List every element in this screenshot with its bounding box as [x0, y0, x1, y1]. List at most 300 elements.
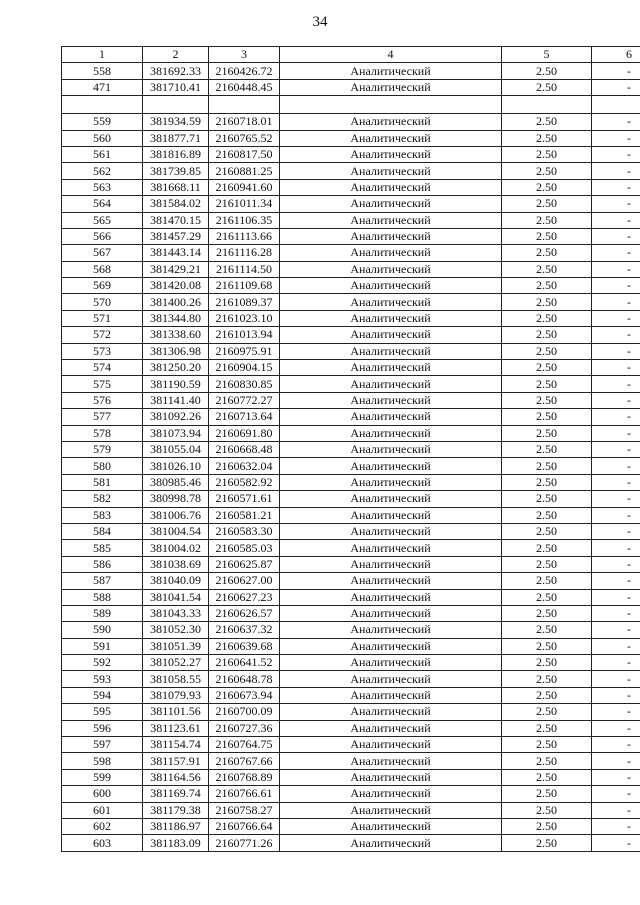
table-row [62, 786, 640, 802]
accuracy-cell: 2.50 [502, 360, 592, 376]
y-coordinate-cell: 2160627.00 [209, 573, 280, 589]
column-header-5: 5 [502, 47, 592, 63]
x-coordinate-cell: 381026.10 [143, 458, 209, 474]
point-number-cell: 564 [62, 196, 143, 212]
table-row [62, 671, 640, 687]
x-coordinate-cell: 381040.09 [143, 573, 209, 589]
point-number-cell: 581 [62, 474, 143, 490]
note-cell: - [592, 638, 640, 654]
y-coordinate-cell: 2160625.87 [209, 556, 280, 572]
table-row [62, 114, 640, 130]
point-number-cell: 583 [62, 507, 143, 523]
table-row [62, 802, 640, 818]
point-number-cell: 565 [62, 212, 143, 228]
accuracy-cell: 2.50 [502, 146, 592, 162]
x-coordinate-cell: 381004.54 [143, 523, 209, 539]
method-cell: Аналитический [280, 556, 502, 572]
accuracy-cell: 2.50 [502, 491, 592, 507]
note-cell: - [592, 540, 640, 556]
accuracy-cell: 2.50 [502, 228, 592, 244]
point-number-cell: 562 [62, 163, 143, 179]
y-coordinate-cell: 2160766.61 [209, 786, 280, 802]
point-number-cell: 586 [62, 556, 143, 572]
point-number-cell: 571 [62, 310, 143, 326]
y-coordinate-cell: 2160632.04 [209, 458, 280, 474]
y-coordinate-cell: 2160904.15 [209, 360, 280, 376]
table-row [62, 212, 640, 228]
note-cell: - [592, 261, 640, 277]
table-row [62, 622, 640, 638]
y-coordinate-cell: 2160771.26 [209, 835, 280, 851]
method-cell: Аналитический [280, 179, 502, 195]
y-coordinate-cell: 2160767.66 [209, 753, 280, 769]
y-coordinate-cell: 2160881.25 [209, 163, 280, 179]
method-cell: Аналитический [280, 523, 502, 539]
table-row [62, 146, 640, 162]
table-row [62, 392, 640, 408]
table-row [62, 474, 640, 490]
accuracy-cell: 2.50 [502, 458, 592, 474]
y-coordinate-cell: 2161109.68 [209, 278, 280, 294]
method-cell: Аналитический [280, 79, 502, 95]
accuracy-cell: 2.50 [502, 294, 592, 310]
note-cell: - [592, 769, 640, 785]
note-cell: - [592, 114, 640, 130]
page-number: 34 [312, 14, 328, 30]
table-row [62, 687, 640, 703]
note-cell: - [592, 491, 640, 507]
x-coordinate-cell: 381041.54 [143, 589, 209, 605]
y-coordinate-cell: 2161089.37 [209, 294, 280, 310]
point-number-cell [62, 96, 143, 114]
y-coordinate-cell [209, 96, 280, 114]
point-number-cell: 598 [62, 753, 143, 769]
note-cell: - [592, 704, 640, 720]
y-coordinate-cell: 2160626.57 [209, 605, 280, 621]
note-cell: - [592, 720, 640, 736]
y-coordinate-cell: 2160727.36 [209, 720, 280, 736]
table-header-row [62, 47, 640, 63]
x-coordinate-cell: 381154.74 [143, 737, 209, 753]
point-number-cell: 566 [62, 228, 143, 244]
accuracy-cell: 2.50 [502, 622, 592, 638]
note-cell: - [592, 835, 640, 851]
x-coordinate-cell: 381101.56 [143, 704, 209, 720]
accuracy-cell: 2.50 [502, 720, 592, 736]
x-coordinate-cell: 381079.93 [143, 687, 209, 703]
y-coordinate-cell: 2160700.09 [209, 704, 280, 720]
table-row [62, 425, 640, 441]
accuracy-cell [502, 96, 592, 114]
table-row [62, 63, 640, 79]
accuracy-cell: 2.50 [502, 63, 592, 79]
note-cell: - [592, 278, 640, 294]
table-row [62, 196, 640, 212]
method-cell: Аналитический [280, 409, 502, 425]
accuracy-cell: 2.50 [502, 802, 592, 818]
note-cell: - [592, 556, 640, 572]
y-coordinate-cell: 2160639.68 [209, 638, 280, 654]
y-coordinate-cell: 2161106.35 [209, 212, 280, 228]
x-coordinate-cell: 380998.78 [143, 491, 209, 507]
y-coordinate-cell: 2160765.52 [209, 130, 280, 146]
table-row [62, 96, 640, 114]
method-cell: Аналитический [280, 146, 502, 162]
note-cell: - [592, 523, 640, 539]
note-cell: - [592, 79, 640, 95]
x-coordinate-cell: 381816.89 [143, 146, 209, 162]
column-header-6: 6 [592, 47, 640, 63]
method-cell: Аналитический [280, 507, 502, 523]
x-coordinate-cell: 381051.39 [143, 638, 209, 654]
point-number-cell: 596 [62, 720, 143, 736]
y-coordinate-cell: 2160426.72 [209, 63, 280, 79]
accuracy-cell: 2.50 [502, 212, 592, 228]
accuracy-cell: 2.50 [502, 79, 592, 95]
point-number-cell: 585 [62, 540, 143, 556]
table-row [62, 409, 640, 425]
method-cell: Аналитический [280, 163, 502, 179]
point-number-cell: 568 [62, 261, 143, 277]
x-coordinate-cell: 381420.08 [143, 278, 209, 294]
accuracy-cell: 2.50 [502, 196, 592, 212]
method-cell: Аналитический [280, 441, 502, 457]
point-number-cell: 576 [62, 392, 143, 408]
note-cell: - [592, 163, 640, 179]
point-number-cell: 559 [62, 114, 143, 130]
method-cell: Аналитический [280, 392, 502, 408]
accuracy-cell: 2.50 [502, 556, 592, 572]
accuracy-cell: 2.50 [502, 114, 592, 130]
x-coordinate-cell: 381169.74 [143, 786, 209, 802]
y-coordinate-cell: 2160768.89 [209, 769, 280, 785]
method-cell: Аналитический [280, 720, 502, 736]
point-number-cell: 582 [62, 491, 143, 507]
point-number-cell: 560 [62, 130, 143, 146]
method-cell: Аналитический [280, 605, 502, 621]
y-coordinate-cell: 2160583.30 [209, 523, 280, 539]
y-coordinate-cell: 2160691.80 [209, 425, 280, 441]
table-row [62, 130, 640, 146]
x-coordinate-cell: 381038.69 [143, 556, 209, 572]
note-cell: - [592, 818, 640, 834]
method-cell: Аналитический [280, 818, 502, 834]
y-coordinate-cell: 2160582.92 [209, 474, 280, 490]
method-cell: Аналитический [280, 737, 502, 753]
x-coordinate-cell: 381004.02 [143, 540, 209, 556]
method-cell: Аналитический [280, 310, 502, 326]
table-row [62, 523, 640, 539]
accuracy-cell: 2.50 [502, 327, 592, 343]
table-row [62, 245, 640, 261]
method-cell: Аналитический [280, 474, 502, 490]
note-cell: - [592, 245, 640, 261]
x-coordinate-cell: 381400.26 [143, 294, 209, 310]
method-cell: Аналитический [280, 589, 502, 605]
y-coordinate-cell: 2160718.01 [209, 114, 280, 130]
point-number-cell: 600 [62, 786, 143, 802]
y-coordinate-cell: 2160668.48 [209, 441, 280, 457]
note-cell: - [592, 130, 640, 146]
accuracy-cell: 2.50 [502, 261, 592, 277]
point-number-cell: 603 [62, 835, 143, 851]
note-cell: - [592, 360, 640, 376]
x-coordinate-cell: 381710.41 [143, 79, 209, 95]
note-cell: - [592, 212, 640, 228]
method-cell: Аналитический [280, 327, 502, 343]
point-number-cell: 561 [62, 146, 143, 162]
table-row [62, 737, 640, 753]
y-coordinate-cell: 2160941.60 [209, 179, 280, 195]
y-coordinate-cell: 2161113.66 [209, 228, 280, 244]
table-row [62, 343, 640, 359]
method-cell: Аналитический [280, 261, 502, 277]
table-row [62, 835, 640, 851]
method-cell: Аналитический [280, 769, 502, 785]
method-cell: Аналитический [280, 638, 502, 654]
method-cell: Аналитический [280, 343, 502, 359]
y-coordinate-cell: 2161116.28 [209, 245, 280, 261]
note-cell: - [592, 146, 640, 162]
note-cell [592, 96, 640, 114]
y-coordinate-cell: 2160673.94 [209, 687, 280, 703]
x-coordinate-cell: 381457.29 [143, 228, 209, 244]
y-coordinate-cell: 2160571.61 [209, 491, 280, 507]
method-cell: Аналитический [280, 687, 502, 703]
method-cell: Аналитический [280, 425, 502, 441]
x-coordinate-cell: 381306.98 [143, 343, 209, 359]
point-number-cell: 584 [62, 523, 143, 539]
point-number-cell: 579 [62, 441, 143, 457]
x-coordinate-cell: 381344.80 [143, 310, 209, 326]
y-coordinate-cell: 2160975.91 [209, 343, 280, 359]
accuracy-cell: 2.50 [502, 638, 592, 654]
accuracy-cell: 2.50 [502, 769, 592, 785]
note-cell: - [592, 196, 640, 212]
note-cell: - [592, 605, 640, 621]
x-coordinate-cell: 381183.09 [143, 835, 209, 851]
note-cell: - [592, 671, 640, 687]
table-row [62, 638, 640, 654]
note-cell: - [592, 294, 640, 310]
point-number-cell: 587 [62, 573, 143, 589]
coordinates-table [61, 46, 640, 852]
point-number-cell: 575 [62, 376, 143, 392]
accuracy-cell: 2.50 [502, 687, 592, 703]
method-cell: Аналитический [280, 786, 502, 802]
accuracy-cell: 2.50 [502, 835, 592, 851]
y-coordinate-cell: 2161023.10 [209, 310, 280, 326]
method-cell: Аналитический [280, 540, 502, 556]
accuracy-cell: 2.50 [502, 523, 592, 539]
table-row [62, 179, 640, 195]
y-coordinate-cell: 2160648.78 [209, 671, 280, 687]
point-number-cell: 594 [62, 687, 143, 703]
point-number-cell: 591 [62, 638, 143, 654]
x-coordinate-cell: 381055.04 [143, 441, 209, 457]
accuracy-cell: 2.50 [502, 163, 592, 179]
method-cell: Аналитический [280, 245, 502, 261]
accuracy-cell: 2.50 [502, 343, 592, 359]
accuracy-cell: 2.50 [502, 818, 592, 834]
accuracy-cell: 2.50 [502, 540, 592, 556]
accuracy-cell: 2.50 [502, 737, 592, 753]
point-number-cell: 599 [62, 769, 143, 785]
table-row [62, 507, 640, 523]
accuracy-cell: 2.50 [502, 507, 592, 523]
table-row [62, 458, 640, 474]
table-row [62, 491, 640, 507]
point-number-cell: 572 [62, 327, 143, 343]
note-cell: - [592, 573, 640, 589]
method-cell: Аналитический [280, 376, 502, 392]
method-cell: Аналитический [280, 294, 502, 310]
table-row [62, 655, 640, 671]
point-number-cell: 601 [62, 802, 143, 818]
accuracy-cell: 2.50 [502, 655, 592, 671]
method-cell: Аналитический [280, 114, 502, 130]
table-row [62, 753, 640, 769]
y-coordinate-cell: 2160641.52 [209, 655, 280, 671]
x-coordinate-cell: 381190.59 [143, 376, 209, 392]
point-number-cell: 589 [62, 605, 143, 621]
x-coordinate-cell: 381429.21 [143, 261, 209, 277]
y-coordinate-cell: 2161114.50 [209, 261, 280, 277]
table-row [62, 769, 640, 785]
method-cell: Аналитический [280, 491, 502, 507]
table-row [62, 294, 640, 310]
accuracy-cell: 2.50 [502, 704, 592, 720]
table-row [62, 376, 640, 392]
accuracy-cell: 2.50 [502, 589, 592, 605]
note-cell: - [592, 376, 640, 392]
accuracy-cell: 2.50 [502, 376, 592, 392]
accuracy-cell: 2.50 [502, 425, 592, 441]
x-coordinate-cell: 381186.97 [143, 818, 209, 834]
x-coordinate-cell: 381584.02 [143, 196, 209, 212]
y-coordinate-cell: 2160764.75 [209, 737, 280, 753]
method-cell [280, 96, 502, 114]
accuracy-cell: 2.50 [502, 474, 592, 490]
table-row [62, 540, 640, 556]
table-row [62, 573, 640, 589]
x-coordinate-cell: 381443.14 [143, 245, 209, 261]
method-cell: Аналитический [280, 753, 502, 769]
note-cell: - [592, 441, 640, 457]
point-number-cell: 580 [62, 458, 143, 474]
table-row [62, 163, 640, 179]
table-row [62, 818, 640, 834]
x-coordinate-cell: 381877.71 [143, 130, 209, 146]
y-coordinate-cell: 2161013.94 [209, 327, 280, 343]
y-coordinate-cell: 2160713.64 [209, 409, 280, 425]
note-cell: - [592, 327, 640, 343]
x-coordinate-cell: 380985.46 [143, 474, 209, 490]
table-row [62, 228, 640, 244]
y-coordinate-cell: 2160817.50 [209, 146, 280, 162]
y-coordinate-cell: 2160758.27 [209, 802, 280, 818]
accuracy-cell: 2.50 [502, 441, 592, 457]
point-number-cell: 570 [62, 294, 143, 310]
table-row [62, 704, 640, 720]
table-row [62, 261, 640, 277]
method-cell: Аналитический [280, 835, 502, 851]
table-row [62, 79, 640, 95]
method-cell: Аналитический [280, 671, 502, 687]
point-number-cell: 577 [62, 409, 143, 425]
column-header-2: 2 [143, 47, 209, 63]
note-cell: - [592, 737, 640, 753]
point-number-cell: 593 [62, 671, 143, 687]
table-row [62, 278, 640, 294]
method-cell: Аналитический [280, 458, 502, 474]
method-cell: Аналитический [280, 196, 502, 212]
column-header-4: 4 [280, 47, 502, 63]
x-coordinate-cell: 381052.27 [143, 655, 209, 671]
point-number-cell: 563 [62, 179, 143, 195]
point-number-cell: 590 [62, 622, 143, 638]
point-number-cell: 578 [62, 425, 143, 441]
y-coordinate-cell: 2160581.21 [209, 507, 280, 523]
point-number-cell: 592 [62, 655, 143, 671]
x-coordinate-cell: 381092.26 [143, 409, 209, 425]
note-cell: - [592, 310, 640, 326]
x-coordinate-cell: 381338.60 [143, 327, 209, 343]
x-coordinate-cell: 381123.61 [143, 720, 209, 736]
method-cell: Аналитический [280, 278, 502, 294]
note-cell: - [592, 589, 640, 605]
note-cell: - [592, 655, 640, 671]
accuracy-cell: 2.50 [502, 573, 592, 589]
y-coordinate-cell: 2160448.45 [209, 79, 280, 95]
accuracy-cell: 2.50 [502, 671, 592, 687]
accuracy-cell: 2.50 [502, 130, 592, 146]
point-number-cell: 574 [62, 360, 143, 376]
point-number-cell: 602 [62, 818, 143, 834]
column-header-1: 1 [62, 47, 143, 63]
method-cell: Аналитический [280, 212, 502, 228]
x-coordinate-cell: 381470.15 [143, 212, 209, 228]
note-cell: - [592, 179, 640, 195]
accuracy-cell: 2.50 [502, 753, 592, 769]
note-cell: - [592, 507, 640, 523]
y-coordinate-cell: 2160637.32 [209, 622, 280, 638]
x-coordinate-cell: 381692.33 [143, 63, 209, 79]
y-coordinate-cell: 2160585.03 [209, 540, 280, 556]
point-number-cell: 569 [62, 278, 143, 294]
table-row [62, 441, 640, 457]
y-coordinate-cell: 2161011.34 [209, 196, 280, 212]
method-cell: Аналитический [280, 130, 502, 146]
table-row [62, 556, 640, 572]
accuracy-cell: 2.50 [502, 786, 592, 802]
note-cell: - [592, 802, 640, 818]
point-number-cell: 588 [62, 589, 143, 605]
method-cell: Аналитический [280, 573, 502, 589]
x-coordinate-cell: 381250.20 [143, 360, 209, 376]
note-cell: - [592, 474, 640, 490]
point-number-cell: 595 [62, 704, 143, 720]
method-cell: Аналитический [280, 655, 502, 671]
note-cell: - [592, 392, 640, 408]
x-coordinate-cell: 381043.33 [143, 605, 209, 621]
accuracy-cell: 2.50 [502, 310, 592, 326]
table-row [62, 310, 640, 326]
point-number-cell: 567 [62, 245, 143, 261]
y-coordinate-cell: 2160830.85 [209, 376, 280, 392]
x-coordinate-cell: 381052.30 [143, 622, 209, 638]
method-cell: Аналитический [280, 63, 502, 79]
